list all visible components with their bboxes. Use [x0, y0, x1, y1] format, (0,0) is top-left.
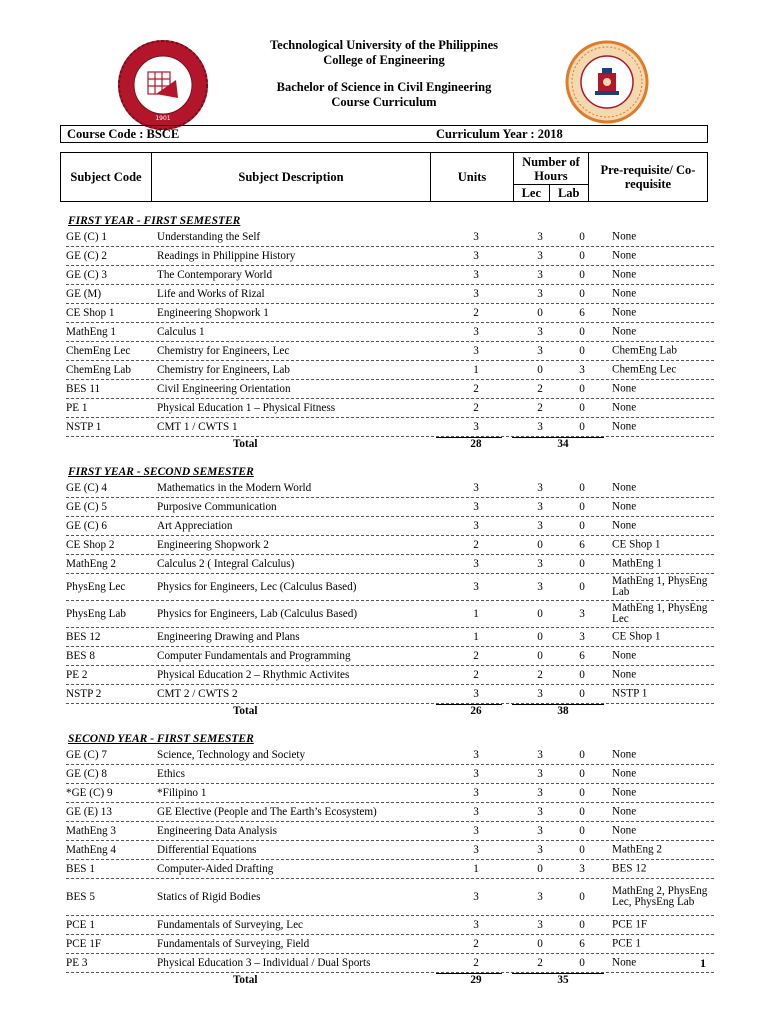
lab-header: Lab	[549, 185, 588, 202]
prerequisite: None	[612, 230, 637, 243]
course-row	[66, 628, 714, 647]
total-hours: 34	[557, 438, 569, 450]
prerequisite: None	[612, 500, 637, 513]
subject-description: CMT 2 / CWTS 2	[157, 688, 238, 700]
subject-code-header: Subject Code	[61, 153, 152, 202]
subject-description: Statics of Rigid Bodies	[157, 891, 261, 903]
prerequisite: None	[612, 249, 637, 262]
course-row	[66, 536, 714, 555]
subject-code: ChemEng Lec	[66, 345, 131, 357]
university-seal-icon	[116, 38, 210, 132]
curriculum-year: Curriculum Year : 2018	[436, 127, 563, 141]
subject-description: Computer Fundamentals and Programming	[157, 650, 351, 662]
lec-hours: 0	[537, 608, 543, 620]
units-header: Units	[431, 153, 514, 202]
lab-hours: 0	[579, 345, 585, 357]
subject-code: BES 1	[66, 863, 95, 875]
lab-hours: 0	[579, 269, 585, 281]
subject-code: GE (E) 13	[66, 806, 112, 818]
lec-hours: 3	[537, 558, 543, 570]
subject-description: CMT 1 / CWTS 1	[157, 421, 238, 433]
lec-hours: 3	[537, 749, 543, 761]
subject-code: GE (C) 8	[66, 768, 108, 780]
lec-hours: 0	[537, 650, 543, 662]
course-row	[66, 304, 714, 323]
total-hours: 38	[557, 705, 569, 717]
prerequisite: None	[612, 668, 637, 681]
total-hours: 35	[557, 974, 569, 986]
lec-hours: 3	[537, 806, 543, 818]
subject-description: Engineering Shopwork 1	[157, 307, 269, 319]
lec-hours: 3	[537, 345, 543, 357]
prerequisite: PCE 1	[612, 937, 641, 950]
subject-code: CE Shop 2	[66, 539, 115, 551]
subject-code: NSTP 2	[66, 688, 102, 700]
course-row	[66, 517, 714, 536]
college-name: College of Engineering	[323, 53, 445, 67]
subject-description: Ethics	[157, 768, 185, 780]
total-label: Total	[233, 438, 258, 450]
subject-description: Calculus 1	[157, 326, 205, 338]
subject-description: Physical Education 1 – Physical Fitness	[157, 402, 336, 414]
units: 3	[473, 581, 479, 593]
semester-title: FIRST YEAR - SECOND SEMESTER	[68, 466, 254, 478]
lab-hours: 6	[579, 938, 585, 950]
lab-hours: 0	[579, 482, 585, 494]
lab-hours: 0	[579, 669, 585, 681]
subject-description: *Filipino 1	[157, 787, 207, 799]
prerequisite: None	[612, 786, 637, 799]
subject-code: PhysEng Lab	[66, 608, 126, 620]
semester-title: FIRST YEAR - FIRST SEMESTER	[68, 215, 241, 227]
lab-hours: 0	[579, 957, 585, 969]
subject-code: GE (C) 3	[66, 269, 108, 281]
course-row	[66, 879, 714, 916]
course-row	[66, 765, 714, 784]
lec-header: Lec	[514, 185, 550, 202]
course-row	[66, 574, 714, 601]
subject-code: *GE (C) 9	[66, 787, 113, 799]
lec-hours: 0	[537, 631, 543, 643]
units: 2	[473, 307, 479, 319]
prerequisite: NSTP 1	[612, 687, 648, 700]
prerequisite: ChemEng Lab	[612, 344, 677, 357]
subject-code: ChemEng Lab	[66, 364, 131, 376]
prerequisite: None	[612, 325, 637, 338]
units: 1	[473, 631, 479, 643]
prerequisite: None	[612, 287, 637, 300]
course-row	[66, 601, 714, 628]
subject-code: CE Shop 1	[66, 307, 115, 319]
subject-code: MathEng 1	[66, 326, 117, 338]
subject-description: Mathematics in the Modern World	[157, 482, 312, 494]
semester-total-row	[66, 437, 714, 453]
subject-description: Differential Equations	[157, 844, 257, 856]
lab-hours: 0	[579, 825, 585, 837]
subject-code: BES 12	[66, 631, 101, 643]
subject-description: Calculus 2 ( Integral Calculus)	[157, 558, 295, 570]
document-title: Course Curriculum	[331, 95, 437, 109]
course-row	[66, 822, 714, 841]
lec-hours: 2	[537, 957, 543, 969]
units: 3	[473, 825, 479, 837]
prerequisite: None	[612, 382, 637, 395]
course-row	[66, 860, 714, 879]
lec-hours: 3	[537, 787, 543, 799]
course-row	[66, 342, 714, 361]
semester-total-row	[66, 973, 714, 989]
subject-description: Engineering Shopwork 2	[157, 539, 269, 551]
subject-description: Life and Works of Rizal	[157, 288, 265, 300]
lec-hours: 3	[537, 520, 543, 532]
total-label: Total	[233, 974, 258, 986]
lab-hours: 0	[579, 326, 585, 338]
subject-description: Chemistry for Engineers, Lab	[157, 364, 290, 376]
prerequisite: None	[612, 401, 637, 414]
course-row	[66, 361, 714, 380]
lec-hours: 3	[537, 482, 543, 494]
subject-description: Understanding the Self	[157, 231, 261, 243]
lec-hours: 3	[537, 768, 543, 780]
lab-hours: 6	[579, 539, 585, 551]
total-units: 26	[470, 705, 482, 717]
prerequisite-header: Pre-requisite/ Co-requisite	[588, 153, 707, 202]
subject-code: PE 3	[66, 957, 88, 969]
subject-code: GE (C) 7	[66, 749, 108, 761]
subject-code: MathEng 2	[66, 558, 117, 570]
subject-description-header: Subject Description	[152, 153, 431, 202]
lab-hours: 3	[579, 608, 585, 620]
subject-code: PCE 1	[66, 919, 95, 931]
lec-hours: 3	[537, 231, 543, 243]
units: 3	[473, 326, 479, 338]
prerequisite: None	[612, 824, 637, 837]
lec-hours: 3	[537, 688, 543, 700]
lec-hours: 3	[537, 825, 543, 837]
subject-code: GE (M)	[66, 288, 102, 300]
course-row	[66, 647, 714, 666]
units: 3	[473, 231, 479, 243]
lec-hours: 0	[537, 539, 543, 551]
lab-hours: 0	[579, 520, 585, 532]
units: 3	[473, 768, 479, 780]
university-name: Technological University of the Philippines	[269, 38, 499, 52]
subject-code: GE (C) 5	[66, 501, 108, 513]
course-row	[66, 285, 714, 304]
subject-description: Civil Engineering Orientation	[157, 383, 291, 395]
lab-hours: 3	[579, 863, 585, 875]
prerequisite: ChemEng Lec	[612, 363, 677, 376]
units: 1	[473, 364, 479, 376]
lab-hours: 0	[579, 581, 585, 593]
units: 3	[473, 891, 479, 903]
course-row	[66, 266, 714, 285]
lab-hours: 6	[579, 307, 585, 319]
units: 3	[473, 749, 479, 761]
subject-description: Physics for Engineers, Lec (Calculus Based)	[157, 581, 357, 593]
subject-description: Physics for Engineers, Lab (Calculus Based)	[157, 608, 358, 620]
units: 3	[473, 501, 479, 513]
units: 2	[473, 402, 479, 414]
lec-hours: 3	[537, 919, 543, 931]
prerequisite: MathEng 2	[612, 843, 663, 856]
course-code: Course Code : BSCE	[67, 127, 180, 141]
prerequisite: BES 12	[612, 862, 647, 875]
lec-hours: 2	[537, 383, 543, 395]
lab-hours: 0	[579, 288, 585, 300]
lab-hours: 0	[579, 768, 585, 780]
lab-hours: 0	[579, 231, 585, 243]
lec-hours: 3	[537, 421, 543, 433]
subject-description: Physical Education 3 – Individual / Dual Sports	[157, 957, 371, 969]
lec-hours: 3	[537, 581, 543, 593]
prerequisite: None	[612, 519, 637, 532]
course-row	[66, 746, 714, 765]
course-row	[66, 954, 714, 973]
lab-hours: 0	[579, 919, 585, 931]
prerequisite: None	[612, 805, 637, 818]
lab-hours: 0	[579, 749, 585, 761]
units: 3	[473, 288, 479, 300]
lec-hours: 0	[537, 863, 543, 875]
units: 2	[473, 539, 479, 551]
subject-code: PE 1	[66, 402, 88, 414]
units: 1	[473, 608, 479, 620]
total-label: Total	[233, 705, 258, 717]
course-row	[66, 380, 714, 399]
subject-code: PhysEng Lec	[66, 581, 126, 593]
subject-description: Engineering Data Analysis	[157, 825, 277, 837]
prerequisite: CE Shop 1	[612, 630, 661, 643]
units: 2	[473, 669, 479, 681]
page-number: 1	[700, 956, 706, 970]
college-seal-icon	[565, 40, 649, 124]
lab-hours: 0	[579, 501, 585, 513]
subject-code: PE 2	[66, 669, 88, 681]
prerequisite: None	[612, 481, 637, 494]
lec-hours: 2	[537, 402, 543, 414]
curriculum-body	[0, 214, 768, 989]
prerequisite: None	[612, 306, 637, 319]
units: 3	[473, 250, 479, 262]
units: 1	[473, 863, 479, 875]
subject-description: Computer-Aided Drafting	[157, 863, 274, 875]
units: 2	[473, 383, 479, 395]
units: 3	[473, 482, 479, 494]
course-row	[66, 228, 714, 247]
subject-description: Science, Technology and Society	[157, 749, 306, 761]
subject-description: Purposive Communication	[157, 501, 277, 513]
prerequisite: None	[612, 268, 637, 281]
subject-code: GE (C) 6	[66, 520, 108, 532]
course-row	[66, 399, 714, 418]
lab-hours: 0	[579, 402, 585, 414]
program-name: Bachelor of Science in Civil Engineering	[276, 80, 492, 94]
course-row	[66, 935, 714, 954]
units: 2	[473, 957, 479, 969]
subject-code: NSTP 1	[66, 421, 102, 433]
course-row	[66, 555, 714, 574]
lec-hours: 3	[537, 269, 543, 281]
semester-total-row	[66, 704, 714, 720]
lab-hours: 3	[579, 631, 585, 643]
course-row	[66, 323, 714, 342]
lab-hours: 0	[579, 383, 585, 395]
subject-description: Chemistry for Engineers, Lec	[157, 345, 290, 357]
lec-hours: 3	[537, 891, 543, 903]
subject-code: MathEng 4	[66, 844, 117, 856]
lab-hours: 3	[579, 364, 585, 376]
subject-code: MathEng 3	[66, 825, 117, 837]
units: 3	[473, 520, 479, 532]
prerequisite: MathEng 1, PhysEng Lec	[612, 602, 708, 625]
course-row	[66, 418, 714, 437]
course-row	[66, 666, 714, 685]
prerequisite: None	[612, 956, 637, 969]
prerequisite: None	[612, 420, 637, 433]
course-row	[66, 498, 714, 517]
course-row	[66, 803, 714, 822]
subject-code: GE (C) 2	[66, 250, 108, 262]
course-row	[66, 784, 714, 803]
svg-text:1901: 1901	[155, 115, 171, 122]
units: 3	[473, 558, 479, 570]
total-units: 28	[470, 438, 482, 450]
prerequisite: None	[612, 767, 637, 780]
course-code-bar	[60, 125, 708, 143]
prerequisite: MathEng 1	[612, 557, 663, 570]
lec-hours: 0	[537, 307, 543, 319]
lab-hours: 0	[579, 558, 585, 570]
subject-description: GE Elective (People and The Earth’s Ecosystem)	[157, 806, 377, 818]
hours-header: Number of Hours	[514, 153, 589, 185]
lab-hours: 0	[579, 421, 585, 433]
subject-code: PCE 1F	[66, 938, 102, 950]
semester-title: SECOND YEAR - FIRST SEMESTER	[68, 733, 254, 745]
lab-hours: 0	[579, 250, 585, 262]
lec-hours: 0	[537, 938, 543, 950]
subject-description: Fundamentals of Surveying, Field	[157, 938, 310, 950]
subject-description: The Contemporary World	[157, 269, 273, 281]
subject-description: Fundamentals of Surveying, Lec	[157, 919, 304, 931]
prerequisite: PCE 1F	[612, 918, 648, 931]
units: 3	[473, 345, 479, 357]
subject-code: GE (C) 1	[66, 231, 108, 243]
prerequisite: CE Shop 1	[612, 538, 661, 551]
subject-code: BES 11	[66, 383, 101, 395]
lab-hours: 0	[579, 891, 585, 903]
course-row	[66, 247, 714, 266]
lab-hours: 0	[579, 688, 585, 700]
total-units: 29	[470, 974, 482, 986]
prerequisite: None	[612, 748, 637, 761]
subject-code: BES 5	[66, 891, 95, 903]
subject-description: Engineering Drawing and Plans	[157, 631, 300, 643]
lec-hours: 3	[537, 501, 543, 513]
lec-hours: 3	[537, 844, 543, 856]
units: 2	[473, 938, 479, 950]
course-row	[66, 841, 714, 860]
course-row	[66, 916, 714, 935]
lab-hours: 0	[579, 787, 585, 799]
column-header-table	[60, 152, 708, 202]
units: 2	[473, 650, 479, 662]
subject-description: Art Appreciation	[157, 520, 233, 532]
units: 3	[473, 688, 479, 700]
units: 3	[473, 269, 479, 281]
lec-hours: 3	[537, 288, 543, 300]
units: 3	[473, 844, 479, 856]
lec-hours: 3	[537, 250, 543, 262]
units: 3	[473, 421, 479, 433]
lec-hours: 2	[537, 669, 543, 681]
units: 3	[473, 787, 479, 799]
prerequisite: MathEng 1, PhysEng Lab	[612, 575, 708, 598]
lab-hours: 0	[579, 806, 585, 818]
course-row	[66, 685, 714, 704]
prerequisite: MathEng 2, PhysEng Lec, PhysEng Lab	[612, 885, 708, 908]
subject-code: BES 8	[66, 650, 95, 662]
prerequisite: None	[612, 649, 637, 662]
lab-hours: 6	[579, 650, 585, 662]
course-row	[66, 479, 714, 498]
lab-hours: 0	[579, 844, 585, 856]
lec-hours: 0	[537, 364, 543, 376]
subject-description: Readings in Philippine History	[157, 250, 296, 262]
subject-code: GE (C) 4	[66, 482, 108, 494]
units: 3	[473, 806, 479, 818]
subject-description: Physical Education 2 – Rhythmic Activites	[157, 669, 350, 681]
units: 3	[473, 919, 479, 931]
lec-hours: 3	[537, 326, 543, 338]
